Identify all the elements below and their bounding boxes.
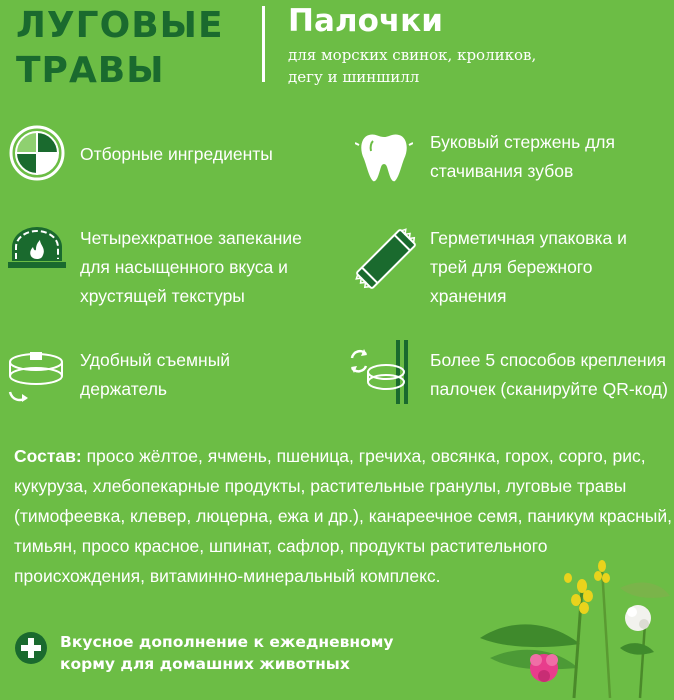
feature-packaging-line-1: Герметичная упаковка и bbox=[430, 228, 627, 248]
feature-packaging bbox=[430, 224, 627, 311]
ingredients-pie-icon bbox=[8, 124, 66, 182]
feature-packaging-line-3: хранения bbox=[430, 286, 507, 306]
header-divider bbox=[262, 6, 265, 82]
feature-mounting-line-1: Более 5 способов крепления bbox=[430, 350, 666, 370]
herbs-illustration bbox=[470, 548, 674, 700]
feature-holder-line-2: держатель bbox=[80, 379, 168, 399]
product-subtitle-line-1: для морских свинок, кроликов, bbox=[288, 46, 537, 64]
removable-holder-icon bbox=[2, 340, 68, 408]
oven-fire-icon bbox=[6, 225, 68, 269]
product-subtitle bbox=[288, 44, 668, 88]
feature-baking-line-2: для насыщенного вкуса и bbox=[80, 257, 288, 277]
product-subtitle-line-2: дегу и шиншилл bbox=[288, 68, 420, 86]
product-title: Палочки bbox=[288, 3, 443, 39]
brand-line-2: ТРАВЫ bbox=[16, 50, 165, 91]
plus-circle-icon bbox=[15, 632, 47, 664]
sealed-pack-icon bbox=[355, 222, 417, 296]
feature-tooth bbox=[430, 128, 615, 186]
brand-logo bbox=[16, 3, 246, 93]
brand-line-1: ЛУГОВЫЕ bbox=[16, 5, 224, 46]
composition-label: Состав: bbox=[14, 446, 82, 466]
feature-baking-line-1: Четырехкратное запекание bbox=[80, 228, 302, 248]
feature-tooth-line-2: стачивания зубов bbox=[430, 161, 574, 181]
bonus-line-2: корму для домашних животных bbox=[60, 655, 350, 673]
bonus-line-1: Вкусное дополнение к ежедневному bbox=[60, 633, 394, 651]
feature-ingredients bbox=[80, 140, 273, 169]
feature-baking bbox=[80, 224, 302, 311]
tooth-icon bbox=[355, 125, 413, 187]
composition-body: просо жёлтое, ячмень, пшеница, гречиха, овсянка, горох, сорго, рис, кукуруза, хлебопекарные продукты, растительные гранулы, луговые травы (тимофеевка, клевер, люцерна, ежа и др.), канареечное семя, паникум красный, тимьян, просо красное, шпинат, сафлор, продукты растительного происхождения, витаминно-минеральный комплекс. bbox=[14, 446, 673, 586]
feature-tooth-line-1: Буковый стержень для bbox=[430, 132, 615, 152]
feature-holder bbox=[80, 346, 230, 404]
feature-ingredients-line-1: Отборные ингредиенты bbox=[80, 144, 273, 164]
feature-mounting-line-2: палочек (сканируйте QR-код) bbox=[430, 379, 668, 399]
feature-baking-line-3: хрустящей текстуры bbox=[80, 286, 245, 306]
feature-packaging-line-2: трей для бережного bbox=[430, 257, 593, 277]
feature-holder-line-1: Удобный съемный bbox=[80, 350, 231, 370]
mounting-methods-icon bbox=[346, 338, 418, 408]
feature-mounting bbox=[430, 346, 668, 404]
bonus-text bbox=[60, 631, 480, 675]
